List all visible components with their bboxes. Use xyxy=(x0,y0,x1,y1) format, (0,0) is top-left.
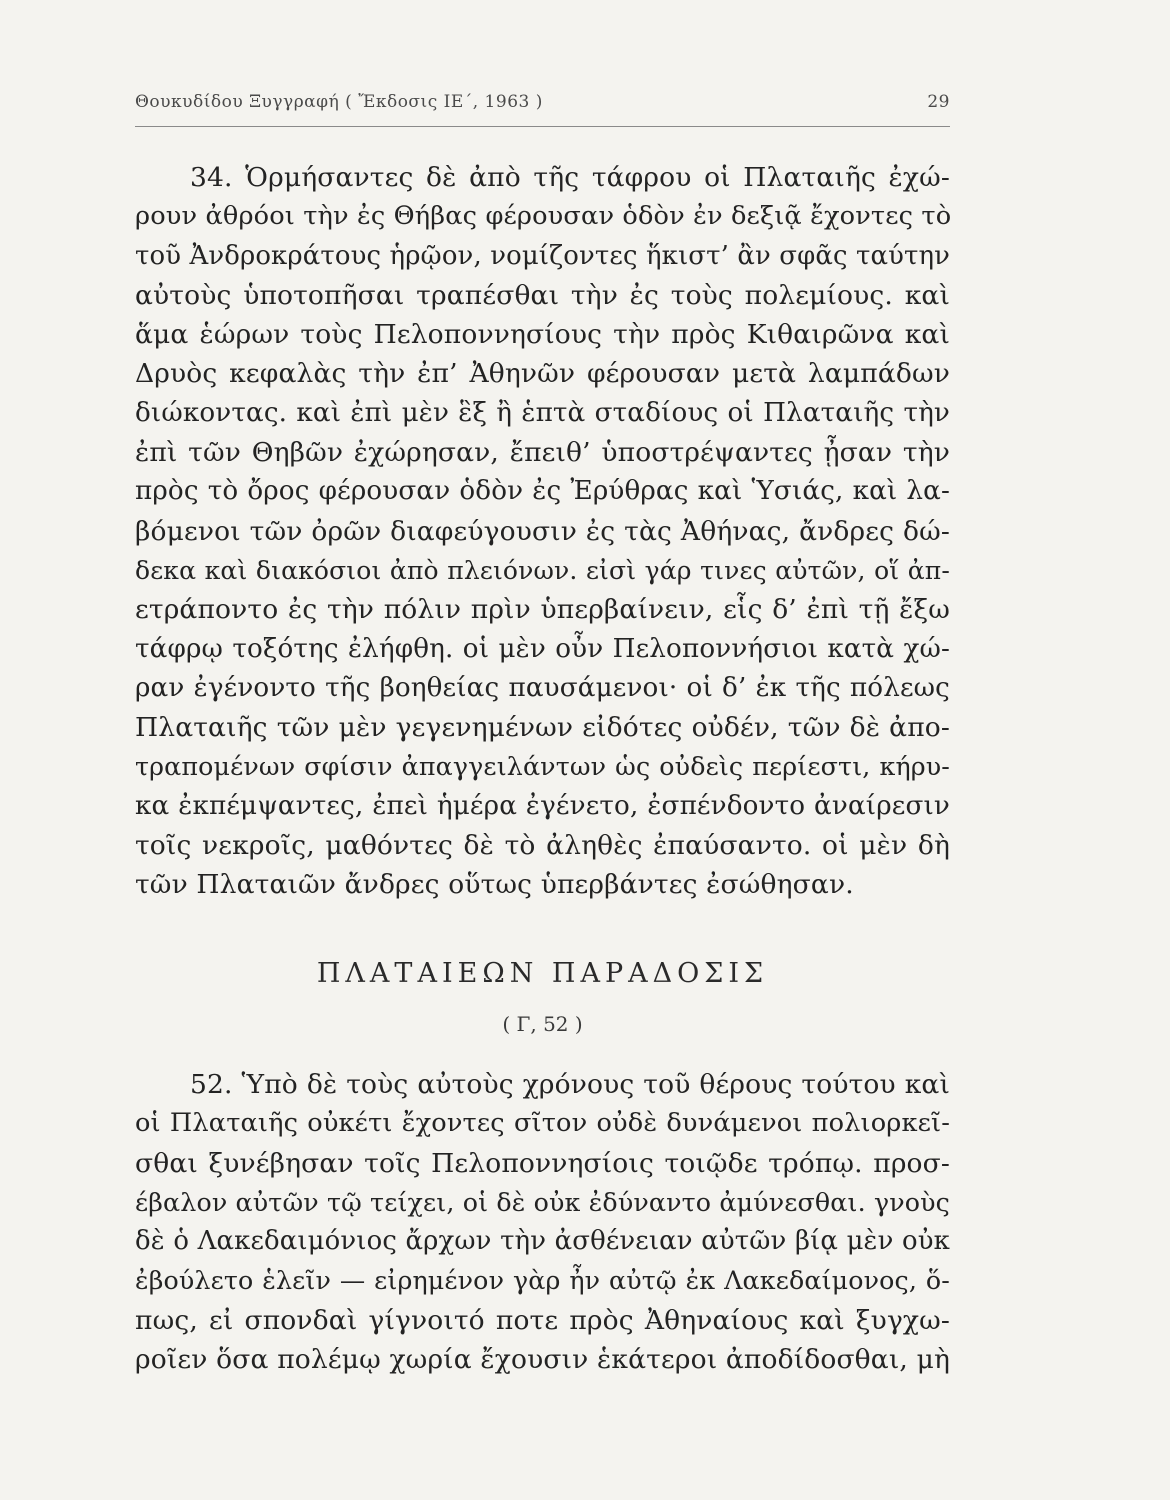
header-title: Θουκυδίδου Ξυγγραφή ( Ἔκδοσις ΙΕ΄, 1963 ) xyxy=(135,92,543,112)
text-line: Δρυὸς κεφαλὰς τὴν ἐπ’ Ἀθηνῶν φέρουσαν μετὰ λαμπάδων xyxy=(135,358,950,390)
section-34-text xyxy=(135,158,950,905)
text-line: τραπομένων σφίσιν ἀπαγγειλάντων ὡς οὐδεὶς περίεστι, κήρυ- xyxy=(135,752,950,782)
text-line: ἐπὶ τῶν Θηβῶν ἐχώρησαν, ἔπειθ’ ὑποστρέψαντες ᾖσαν τὴν xyxy=(135,437,950,469)
text-line: ρουν ἀθρόοι τὴν ἐς Θήβας φέρουσαν ὁδὸν ἐν δεξιᾷ ἔχοντες τὸ xyxy=(135,201,952,232)
running-header xyxy=(135,92,950,120)
text-line: Πλαταιῆς τῶν μὲν γεγενημένων εἰδότες οὐδέν, τῶν δὲ ἀπο- xyxy=(135,712,950,744)
text-line: τῶν Πλαταιῶν ἄνδρες οὕτως ὑπερβάντες ἐσώθησαν. xyxy=(135,869,854,901)
text-line: διώκοντας. καὶ ἐπὶ μὲν ἓξ ἢ ἑπτὰ σταδίους οἱ Πλαταιῆς τὴν xyxy=(135,397,950,428)
text-line: τάφρῳ τοξότης ἐλήφθη. οἱ μὲν οὖν Πελοποννήσιοι κατὰ χώ- xyxy=(135,633,950,664)
text-line: κα ἐκπέμψαντες, ἐπεὶ ἡμέρα ἐγένετο, ἐσπένδοντο ἀναίρεσιν xyxy=(135,790,950,821)
text-line: 34. Ὁρμήσαντες δὲ ἀπὸ τῆς τάφρου οἱ Πλαταιῆς ἐχώ- xyxy=(190,162,950,193)
section-subheading: ( Γ, 52 ) xyxy=(502,1012,583,1036)
text-line: πως, εἰ σπονδαὶ γίγνοιτό ποτε πρὸς Ἀθηναίους καὶ ξυγχω- xyxy=(135,1304,950,1336)
text-line: πρὸς τὸ ὄρος φέρουσαν ὁδὸν ἐς Ἐρύθρας καὶ Ὑσιάς, καὶ λα- xyxy=(135,476,950,507)
text-line: δεκα καὶ διακόσιοι ἀπὸ πλειόνων. εἰσὶ γάρ τινες αὐτῶν, οἵ ἀπ- xyxy=(135,555,950,585)
text-line: αὐτοὺς ὑποτοπῆσαι τραπέσθαι τὴν ἐς τοὺς πολεμίους. καὶ xyxy=(135,279,950,311)
text-line: ετράποντο ἐς τὴν πόλιν πρὶν ὑπερβαίνειν, εἷς δ’ ἐπὶ τῇ ἔξω xyxy=(135,594,950,626)
text-line: ἐβούλετο ἑλεῖν — εἰρημένον γὰρ ἦν αὐτῷ ἐκ Λακεδαίμονος, ὅ- xyxy=(135,1266,950,1296)
section-52-text xyxy=(135,1065,950,1379)
header-rule xyxy=(135,126,950,127)
text-line: βόμενοι τῶν ὀρῶν διαφεύγουσιν ἐς τὰς Ἀθήνας, ἄνδρες δώ- xyxy=(135,515,950,547)
text-line: σθαι ξυνέβησαν τοῖς Πελοποννησίοις τοιῷδε τρόπῳ. προσ- xyxy=(135,1147,950,1179)
text-line: τοῖς νεκροῖς, μαθόντες δὲ τὸ ἀληθὲς ἐπαύσαντο. οἱ μὲν δὴ xyxy=(135,830,950,862)
text-line: ροῖεν ὅσα πολέμῳ χωρία ἔχουσιν ἑκάτεροι ἀποδίδοσθαι, μὴ xyxy=(135,1344,950,1376)
section-heading: ΠΛΑΤΑΙΕΩΝ ΠΑΡΑΔΟΣΙΣ xyxy=(316,958,769,989)
page-number: 29 xyxy=(927,92,950,112)
text-line: ἅμα ἑώρων τοὺς Πελοποννησίους τὴν πρὸς Κιθαιρῶνα καὶ xyxy=(135,319,950,351)
text-line: έβαλον αὐτῶν τῷ τείχει, οἱ δὲ οὐκ ἐδύναντο ἀμύνεσθαι. γνοὺς xyxy=(135,1187,950,1217)
text-line: δὲ ὁ Λακεδαιμόνιος ἄρχων τὴν ἀσθένειαν αὐτῶν βίᾳ μὲν οὐκ xyxy=(135,1226,950,1257)
text-line: οἱ Πλαταιῆς οὐκέτι ἔχοντες σῖτον οὐδὲ δυνάμενοι πολιορκεῖ- xyxy=(135,1108,950,1139)
text-line: 52. Ὑπὸ δὲ τοὺς αὐτοὺς χρόνους τοῦ θέρους τούτου καὶ xyxy=(190,1069,950,1100)
text-line: ραν ἐγένοντο τῆς βοηθείας παυσάμενοι· οἱ δ’ ἐκ τῆς πόλεως xyxy=(135,672,950,703)
text-line: τοῦ Ἀνδροκράτους ἡρῷον, νομίζοντες ἥκιστ’ ἂν σφᾶς ταύτην xyxy=(135,240,951,271)
